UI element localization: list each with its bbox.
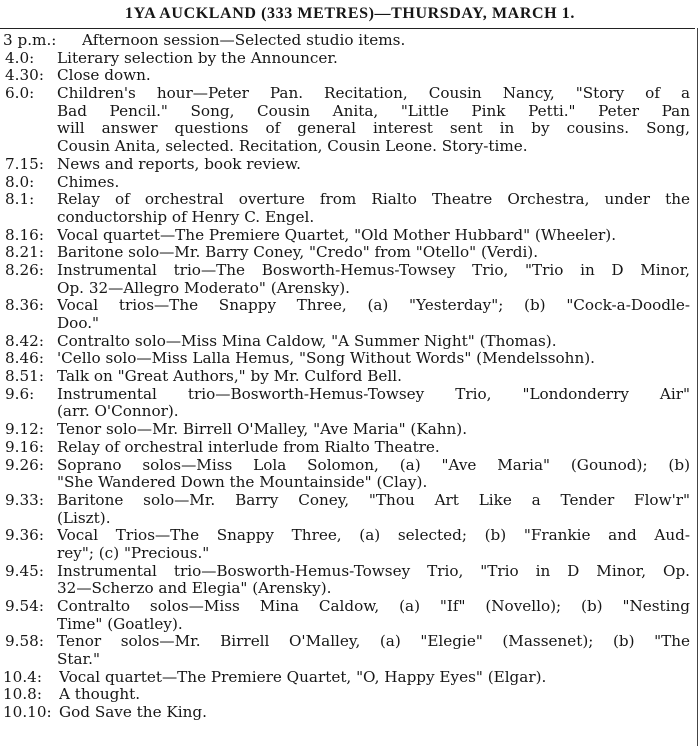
description-line: Star." — [57, 651, 100, 669]
entry-description — [57, 67, 690, 85]
description-line: Afternoon session—Selected studio items. — [82, 32, 406, 49]
entry-description — [57, 85, 690, 156]
description-line: rey"; (c) "Precious." — [57, 544, 210, 562]
entry-time — [3, 85, 57, 103]
entry-time — [3, 669, 59, 687]
entry-time — [3, 262, 57, 280]
description-line: Relay of orchestral interlude from Rialto Theatre. — [57, 438, 440, 456]
entry-description — [57, 262, 690, 297]
entry-time — [3, 156, 57, 174]
schedule-entry — [3, 421, 690, 439]
schedule-entry — [3, 527, 690, 562]
entry-time-text: 4.30: — [5, 67, 44, 85]
description-line: Relay of orchestral overture from Rialto Theatre Orchestra, under the — [57, 191, 690, 209]
description-line: Baritone solo—Mr. Barry Coney, "Thou Art Like a Tender Flow'r" — [57, 491, 690, 509]
entry-time — [3, 704, 59, 722]
entry-description — [57, 492, 690, 527]
entry-time — [3, 492, 57, 510]
entry-description — [57, 191, 690, 226]
description-line: Vocal trios—The Snappy Three, (a) "Yesterday"; (b) "Cock-a-Doodle- — [57, 297, 690, 315]
entry-time — [3, 386, 57, 404]
schedule-entry — [3, 191, 690, 226]
entry-time-text: 8.16: — [5, 226, 44, 244]
entry-description — [57, 633, 690, 668]
schedule-entry — [3, 156, 690, 174]
entry-time-text: 8.46: — [5, 350, 44, 368]
schedule-entry — [3, 598, 690, 633]
column-rule — [697, 28, 698, 746]
entry-time-text: 6.0: — [5, 85, 35, 103]
schedule-entry — [3, 85, 690, 156]
entry-description — [59, 669, 690, 687]
entry-time — [3, 67, 57, 85]
description-line: Op. 32—Allegro Moderato" (Arensky). — [57, 279, 350, 297]
schedule-entry — [3, 563, 690, 598]
entry-time-text: 9.58: — [5, 633, 44, 651]
entry-description — [57, 174, 690, 192]
schedule-entry — [3, 669, 690, 687]
description-line: Tenor solos—Mr. Birrell O'Malley, (a) "Elegie" (Massenet); (b) "The — [57, 633, 690, 651]
entry-time — [3, 368, 57, 386]
entry-description — [57, 421, 690, 439]
description-line: Vocal quartet—The Premiere Quartet, "Old Mother Hubbard" (Wheeler). — [57, 226, 617, 244]
entry-description — [57, 439, 690, 457]
schedule-entry — [3, 244, 690, 262]
entry-time-text: 8.21: — [5, 244, 44, 262]
entry-time-text: 9.36: — [5, 527, 44, 545]
entry-time — [3, 527, 57, 545]
entry-time — [3, 563, 57, 581]
description-line: 32—Scherzo and Elegia" (Arensky). — [57, 580, 332, 598]
schedule-entry — [3, 32, 690, 50]
entry-description — [57, 50, 690, 68]
entry-description — [57, 386, 690, 421]
entry-time-text: 9.33: — [5, 491, 44, 509]
description-line: News and reports, book review. — [57, 155, 301, 173]
entry-time — [3, 32, 82, 50]
description-line: Literary selection by the Announcer. — [57, 49, 338, 67]
schedule-entry — [3, 50, 690, 68]
description-line: "She Wandered Down the Mountainside" (Clay). — [57, 474, 428, 492]
schedule-entry — [3, 633, 690, 668]
entry-time — [3, 191, 57, 209]
schedule-entry — [3, 67, 690, 85]
schedule-entry — [3, 227, 690, 245]
entry-time-text: 8.36: — [5, 297, 44, 315]
entry-description — [57, 563, 690, 598]
description-line: (arr. O'Connor). — [57, 403, 179, 421]
entry-time-text: 8.42: — [5, 332, 44, 350]
entry-time-text: 10.8: — [3, 686, 42, 704]
description-line: Close down. — [57, 67, 151, 85]
entry-time — [3, 439, 57, 457]
entry-time — [3, 350, 57, 368]
schedule-entry — [3, 174, 690, 192]
schedule-entry — [3, 297, 690, 332]
entry-description — [59, 704, 690, 722]
description-line: God Save the King. — [59, 704, 207, 722]
entry-time-text: 8.26: — [5, 261, 44, 279]
entry-time-text: 8.51: — [5, 368, 44, 386]
entry-description — [57, 457, 690, 492]
title-rule — [0, 28, 695, 29]
entry-time — [3, 598, 57, 616]
entry-time-text: 4.0: — [5, 49, 35, 67]
entry-description — [57, 598, 690, 633]
description-line: A thought. — [59, 686, 141, 704]
description-line: Chimes. — [57, 173, 120, 191]
entry-time — [3, 686, 59, 704]
entry-description — [57, 156, 690, 174]
entry-time — [3, 421, 57, 439]
schedule-entry — [3, 457, 690, 492]
entry-description — [57, 227, 690, 245]
entry-description — [57, 297, 690, 332]
description-line: Cousin Anita, selected. Recitation, Cousin Leone. Story-time. — [57, 138, 528, 156]
entry-time — [3, 50, 57, 68]
schedule-entry — [3, 368, 690, 386]
entry-time-text: 9.12: — [5, 421, 44, 439]
entry-description — [57, 368, 690, 386]
description-line: will answer questions of general interest sent in by cousins. Song, — [57, 120, 690, 138]
description-line: Contralto solo—Miss Mina Caldow, "A Summer Night" (Thomas). — [57, 332, 557, 350]
schedule-entry — [3, 492, 690, 527]
description-line: Instrumental trio—Bosworth-Hemus-Towsey Trio, "Londonderry Air" — [57, 385, 690, 403]
description-line: Talk on "Great Authors," by Mr. Culford Bell. — [57, 368, 402, 386]
entry-time — [3, 633, 57, 651]
entry-description — [59, 686, 690, 704]
schedule-entry — [3, 704, 690, 722]
entry-description — [57, 244, 690, 262]
entry-time-text: 10.10: — [3, 704, 52, 722]
description-line: Instrumental trio—The Bosworth-Hemus-Towsey Trio, "Trio in D Minor, — [57, 261, 690, 279]
entry-description — [82, 32, 690, 50]
entry-time-text: 7.15: — [5, 155, 44, 173]
entry-time — [3, 333, 57, 351]
schedule-entry — [3, 350, 690, 368]
entry-time-text: 8.1: — [5, 191, 35, 209]
entry-time-text: 9.6: — [5, 385, 35, 403]
description-line: Contralto solos—Miss Mina Caldow, (a) "If" (Novello); (b) "Nesting — [57, 598, 690, 615]
page-title: 1YA AUCKLAND (333 METRES)—THURSDAY, MARCH 1. — [124, 5, 575, 22]
entry-time — [3, 297, 57, 315]
entry-description — [57, 350, 690, 368]
description-line: Children's hour—Peter Pan. Recitation, Cousin Nancy, "Story of a — [57, 85, 690, 103]
schedule-entry — [3, 333, 690, 351]
description-line: Vocal Trios—The Snappy Three, (a) selected; (b) "Frankie and Aud- — [57, 527, 690, 545]
entry-time-text: 10.4: — [3, 668, 42, 686]
description-line: Time" (Goatley). — [57, 615, 183, 633]
schedule-entry — [3, 262, 690, 297]
entry-description — [57, 333, 690, 351]
description-line: Instrumental trio—Bosworth-Hemus-Towsey Trio, "Trio in D Minor, Op. — [57, 562, 690, 580]
description-line: Tenor solo—Mr. Birrell O'Malley, "Ave Maria" (Kahn). — [57, 421, 468, 439]
entry-time-text: 8.0: — [5, 173, 35, 191]
entry-time — [3, 174, 57, 192]
entry-time-text: 9.54: — [5, 598, 44, 615]
entry-time-text: 9.45: — [5, 562, 44, 580]
description-line: Baritone solo—Mr. Barry Coney, "Credo" from "Otello" (Verdi). — [57, 244, 539, 262]
entry-time-text: 9.16: — [5, 438, 44, 456]
entry-time-text: 3 p.m.: — [3, 32, 57, 49]
schedule-entry — [3, 686, 690, 704]
entry-description — [57, 527, 690, 562]
entry-time-text: 9.26: — [5, 456, 44, 474]
description-line: (Liszt). — [57, 509, 111, 527]
description-line: Soprano solos—Miss Lola Solomon, (a) "Ave Maria" (Gounod); (b) — [57, 456, 690, 474]
description-line: conductorship of Henry C. Engel. — [57, 208, 315, 226]
description-line: Doo." — [57, 315, 100, 332]
description-line: Bad Pencil." Song, Cousin Anita, "Little Pink Petti." Peter Pan — [57, 102, 690, 120]
entry-time — [3, 244, 57, 262]
description-line: Vocal quartet—The Premiere Quartet, "O, Happy Eyes" (Elgar). — [59, 668, 547, 686]
entry-time — [3, 227, 57, 245]
description-line: 'Cello solo—Miss Lalla Hemus, "Song Without Words" (Mendelssohn). — [57, 350, 595, 368]
schedule-entry — [3, 439, 690, 457]
schedule-entry — [3, 386, 690, 421]
programme-schedule — [3, 32, 690, 722]
entry-time — [3, 457, 57, 475]
